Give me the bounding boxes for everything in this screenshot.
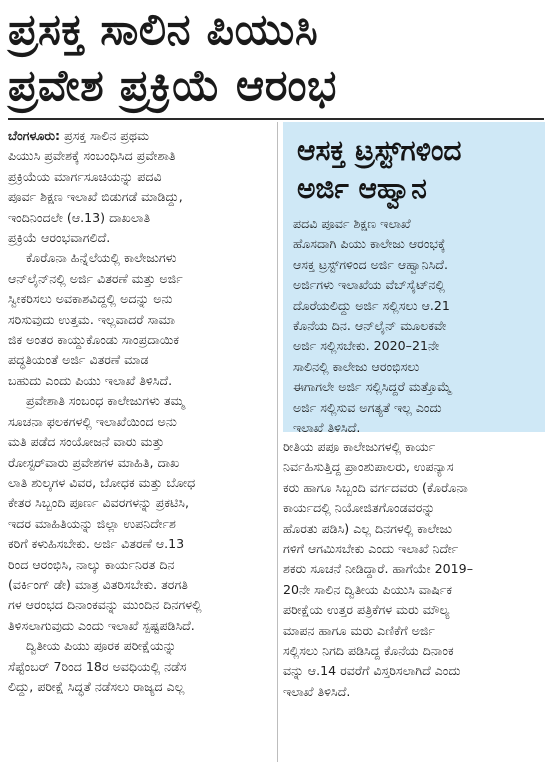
article-line: ಆನ್‌ಲೈನ್‌ನಲ್ಲಿ ಅರ್ಜಿ ವಿತರಣೆ ಮತ್ತು ಅರ್ಜಿ (8, 270, 183, 286)
sidebar-line: ದೊರೆಯಲಿದ್ದು ಅರ್ಜಿ ಸಲ್ಲಿಸಲು ಆ.21 (293, 297, 450, 313)
article-line: ಪ್ರಕ್ರಿಯೆಯ ಮಾರ್ಗಸೂಚಿಯನ್ನು ಪದವಿ (8, 168, 162, 184)
sidebar-title-line-2: ಅರ್ಜಿ ಆಹ್ವಾನ (297, 172, 427, 205)
article-line-text: ಪ್ರಸಕ್ತ ಸಾಲಿನ ಪ್ರಥಮ (64, 128, 150, 143)
sidebar-line: ಹೊಸದಾಗಿ ಪಿಯು ಕಾಲೇಜು ಆರಂಭಕ್ಕೆ (293, 236, 446, 252)
sidebar-line: ಈಗಾಗಲೇ ಅರ್ಜಿ ಸಲ್ಲಿಸಿದ್ದರೆ ಮತ್ತೊಮ್ಮೆ (293, 379, 452, 395)
dateline: ಬೆಂಗಳೂರು: (8, 128, 61, 143)
article-line: ಇಂದಿನಿಂದಲೇ (ಆ.13) ದಾಖಲಾತಿ (8, 209, 151, 225)
article-line: ರೋಸ್ಟರ್‌ವಾರು ಪ್ರವೇಶಗಳ ಮಾಹಿತಿ, ದಾಖ (8, 454, 180, 470)
article-line: ಪರೀಕ್ಷೆಯ ಉತ್ತರ ಪತ್ರಿಕೆಗಳ ಮರು ಮೌಲ್ಯ (283, 602, 450, 618)
article-line: ಪದ್ಧತಿಯಂತೆ ಅರ್ಜಿ ವಿತರಣೆ ಮಾಡ (8, 352, 149, 368)
article-line: ಕೊರೊನಾ ಹಿನ್ನೆಲೆಯಲ್ಲಿ ಕಾಲೇಜುಗಳು (26, 250, 177, 266)
sidebar-line: ಆಸಕ್ತ ಟ್ರಸ್ಟ್‌ಗಳಿಂದ ಅರ್ಜಿ ಆಹ್ವಾನಿಸಿದೆ. (293, 256, 448, 272)
headline-line-2: ಪ್ರವೇಶ ಪ್ರಕ್ರಿಯೆ ಆರಂಭ (8, 61, 337, 111)
article-line: ಸ್ವೀಕರಿಸಲು ಅವಕಾಶವಿದ್ದಲ್ಲಿ ಅದನ್ನು ಅನು (8, 291, 173, 307)
article-line: ಪಿಯುಸಿ ಪ್ರವೇಶಕ್ಕೆ ಸಂಬಂಧಿಸಿದ ಪ್ರವೇಶಾತಿ (8, 148, 176, 164)
sidebar-line: ಅರ್ಜಿ ಸಲ್ಲಿಸಬೇಕು. 2020–21ನೇ (293, 338, 440, 354)
article-line: ಕರು ಹಾಗೂ ಸಿಬ್ಬಂದಿ ವರ್ಗದವರು (ಕೊರೊನಾ (283, 479, 468, 495)
article-line: ಕರಿಗೆ ಕಳುಹಿಸಬೇಕು. ಅರ್ಜಿ ವಿತರಣೆ ಆ.13 (8, 536, 185, 552)
article-line: ಸಲ್ಲಿಸಲು ನಿಗದಿ ಪಡಿಸಿದ್ದ ಕೊನೆಯ ದಿನಾಂಕ (283, 643, 454, 659)
sidebar-line: ಇಲಾಖೆ ತಿಳಿಸಿದೆ. (293, 420, 361, 436)
article-line: ಕಾರ್ಯದಲ್ಲಿ ನಿಯೋಜಿತಗೊಂಡವರನ್ನು (283, 500, 436, 516)
article-line: ಲಾತಿ ಶುಲ್ಕಗಳ ವಿವರ, ಬೋಧಕ ಮತ್ತು ಬೋಧ (8, 474, 196, 490)
sidebar-title (297, 132, 535, 208)
article-line: ಸರಿಸುವುದು ಉತ್ತಮ. ಇಲ್ಲವಾದರೆ ಸಾಮಾ (8, 311, 176, 327)
sidebar-box (283, 122, 545, 436)
article-line: ಹೊರತು ಪಡಿಸಿ) ಎಲ್ಲ ದಿನಗಳಲ್ಲಿ ಕಾಲೇಜು (283, 520, 453, 536)
article-line: ಬಹುದು ಎಂದು ಪಿಯು ಇಲಾಖೆ ತಿಳಿಸಿದೆ. (8, 372, 173, 388)
article-line: ಗಳಿಗೆ ಆಗಮಿಸಬೇಕು ಎಂದು ಇಲಾಖೆ ನಿರ್ದೇ (283, 541, 459, 557)
article-line: ಸೂಚನಾ ಫಲಕಗಳಲ್ಲಿ ಇಲಾಖೆಯಿಂದ ಅನು (8, 413, 177, 429)
article-line: ಪ್ರಕ್ರಿಯೆ ಆರಂಭವಾಗಲಿದೆ. (8, 230, 111, 246)
article-left-column (8, 126, 273, 697)
article-line: ರಿಂದ ಆರಂಭಿಸಿ, ನಾಲ್ಕು ಕಾರ್ಯನಿರತ ದಿನ (8, 556, 175, 572)
sidebar-line: ಕೊನೆಯ ದಿನ. ಆನ್‌ಲೈನ್ ಮೂಲಕವೇ (293, 318, 447, 334)
article-line: ಜಿಕ ಅಂತರ ಕಾಯ್ದುಕೊಂಡು ಸಾಂಪ್ರದಾಯಿಕ (8, 332, 180, 348)
article-line: ತಿಳಿಸಲಾಗುವುದು ಎಂದು ಇಲಾಖೆ ಸ್ಪಷ್ಟಪಡಿಸಿದೆ. (8, 617, 195, 633)
headline-rule (8, 118, 544, 120)
sidebar-body (293, 214, 535, 438)
article-line: ಮತಿ ಪಡೆದ ಸಂಯೋಜನೆ ವಾರು ಮತ್ತು (8, 434, 165, 450)
article-line: ಲಿದ್ದು, ಪರೀಕ್ಷೆ ಸಿದ್ಧತೆ ನಡೆಸಲು ರಾಜ್ಯದ ಎಲ್ಲ (8, 678, 185, 694)
article-line: ಕೇತರ ಸಿಬ್ಬಂದಿ ಪೂರ್ಣ ವಿವರಗಳನ್ನು ಪ್ರಕಟಿಸಿ, (8, 495, 189, 511)
sidebar-line: ಅರ್ಜಿ ಸಲ್ಲಿಸುವ ಅಗತ್ಯತೆ ಇಲ್ಲ ಎಂದು (293, 399, 442, 415)
sidebar-line: ಅರ್ಜಿಗಳು ಇಲಾಖೆಯ ವೆಬ್‌ಸೈಟ್‌ನಲ್ಲಿ (293, 277, 445, 293)
headline (8, 2, 544, 114)
sidebar-line: ಸಾಲಿನಲ್ಲಿ ಕಾಲೇಜು ಆರಂಭಿಸಲು (293, 358, 420, 374)
article-line: ನಿರ್ವಹಿಸುತ್ತಿದ್ದ ಪ್ರಾಂಶುಪಾಲರು, ಉಪನ್ಯಾಸ (283, 459, 454, 475)
headline-line-1: ಪ್ರಸಕ್ತ ಸಾಲಿನ ಪಿಯುಸಿ (8, 5, 319, 55)
article-line: ರೀತಿಯ ಪಪೂ ಕಾಲೇಜುಗಳಲ್ಲಿ ಕಾರ್ಯ (283, 439, 436, 454)
article-line: ದ್ವಿತೀಯ ಪಿಯು ಪೂರಕ ಪರೀಕ್ಷೆಯನ್ನು (26, 638, 177, 654)
article-line: ಪ್ರವೇಶಾತಿ ಸಂಬಂಧ ಕಾಲೇಜುಗಳು ತಮ್ಮ (26, 393, 185, 409)
article-line: ಇದರ ಮಾಹಿತಿಯನ್ನು ಜಿಲ್ಲಾ ಉಪನಿರ್ದೇಶ (8, 515, 176, 531)
article-line: ವನ್ನು ಆ.14 ರವರೆಗೆ ವಿಸ್ತರಿಸಲಾಗಿದೆ ಎಂದು (283, 663, 461, 679)
sidebar-line: ಪದವಿ ಪೂರ್ವ ಶಿಕ್ಷಣ ಇಲಾಖೆ (293, 216, 411, 231)
article-right-column (283, 437, 545, 702)
article-line: ಪೂರ್ವ ಶಿಕ್ಷಣ ಇಲಾಖೆ ಬಿಡುಗಡೆ ಮಾಡಿದ್ದು, (8, 189, 183, 205)
article-line: ಇಲಾಖೆ ತಿಳಿಸಿದೆ. (283, 683, 351, 699)
article-line: (ವರ್ಕಿಂಗ್ ಡೇ) ಮಾತ್ರ ವಿತರಿಸಬೇಕು. ತರಗತಿ (8, 576, 188, 592)
article-line: ಸೆಪ್ಟೆಂಬರ್ 7ರಿಂದ 18ರ ಅವಧಿಯಲ್ಲಿ ನಡೆಸ (8, 658, 187, 674)
article-line: ಮಾಪನ ಹಾಗೂ ಮರು ಎಣಿಕೆಗೆ ಅರ್ಜಿ (283, 622, 435, 638)
column-divider (277, 122, 278, 762)
article-line: 20ನೇ ಸಾಲಿನ ದ್ವಿತೀಯ ಪಿಯುಸಿ ವಾರ್ಷಿಕ (283, 581, 453, 597)
article-line: ಗಳ ಆರಂಭದ ದಿನಾಂಕವನ್ನು ಮುಂದಿನ ದಿನಗಳಲ್ಲಿ (8, 597, 202, 613)
sidebar-title-line-1: ಆಸಕ್ತ ಟ್ರಸ್ಟ್‌ಗಳಿಂದ (297, 134, 462, 167)
article-line: ಶಕರು ಸೂಚನೆ ನೀಡಿದ್ದಾರೆ. ಹಾಗೆಯೇ 2019– (283, 561, 473, 577)
article-line (8, 126, 273, 146)
